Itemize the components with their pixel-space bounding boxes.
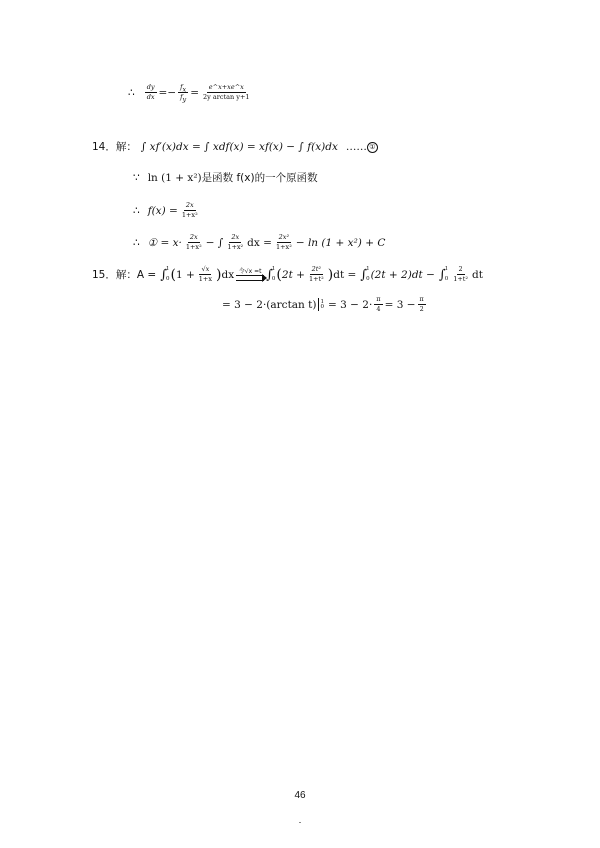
dy-dx-fraction: $\frac{dy}{dx}$ — [146, 83, 155, 102]
q15-line-1: 15．解：A = ∫ 1 0 ( 1 + $\frac{√x}{1+x}$ ) dx 令√x =t ∫ 1 0 ( 2t + $\frac{\text{2t²}}{\text{1+t²}}$ ) dt = ∫ 1 0 (2t + 2)dt − ∫ 1 0 $\frac{2}{\text{1+t²}}$ dt — [92, 265, 483, 284]
because-symbol: ∵ — [133, 172, 140, 184]
integral-sign: ∫ — [360, 267, 368, 283]
integral-sign: ∫ — [438, 267, 446, 283]
therefore-symbol: ∴ — [133, 236, 140, 249]
q14-label: 14．解： — [92, 141, 137, 154]
integral-sign: ∫ — [160, 267, 167, 283]
therefore-symbol: ∴ — [133, 204, 140, 217]
circled-one-marker: ① — [367, 142, 378, 153]
substitution-arrow: 令√x =t — [236, 269, 264, 282]
q14-line-3: ∴ f(x) = $\frac{2x}{\text{1+x²}}$ — [133, 201, 198, 220]
integral-sign: ∫ — [266, 267, 273, 283]
q14-line-1: 14．解： ∫ xf′(x)dx = ∫ xdf(x) = xf(x) − ∫ f(x)dx …… ① — [92, 142, 378, 153]
q14-line-2: ∵ ln (1 + x²) 是函数 f(x)的一个原函数 — [133, 172, 318, 184]
result-fraction: $\frac{e\^{}x+xe\^{}x}{\text{2y arctan y+1}}$ — [203, 83, 250, 102]
fx-fy-fraction: $\frac{f_x}{f_y}$ — [180, 83, 187, 104]
q15-line-2: = 3 − 2·(arctan t) 1 0 = 3 − 2· $\frac{\pi}{4}$ = 3 − $\frac{\pi}{2}$ — [222, 295, 424, 314]
q15-label: 15．解：A = — [92, 268, 157, 281]
page-number: 46 — [294, 790, 306, 801]
q14-line-4: ∴ ① = x· $\frac{2x}{\text{1+x²}}$ − ∫ $\frac{2x}{\text{1+x²}}$ dx = $\frac{\text{2x²}}{\text{1+x²}}$ − ln (1 + x²) + C — [133, 233, 386, 252]
eq-12-result: ∴ $\frac{dy}{dx}$ =− $\frac{f_x}{f_y}$ = $\frac{e\^{}x+xe\^{}x}{\text{2y arctan y+1}}$ — [128, 83, 250, 104]
footer-mark — [299, 822, 301, 823]
therefore-symbol: ∴ — [128, 86, 135, 99]
